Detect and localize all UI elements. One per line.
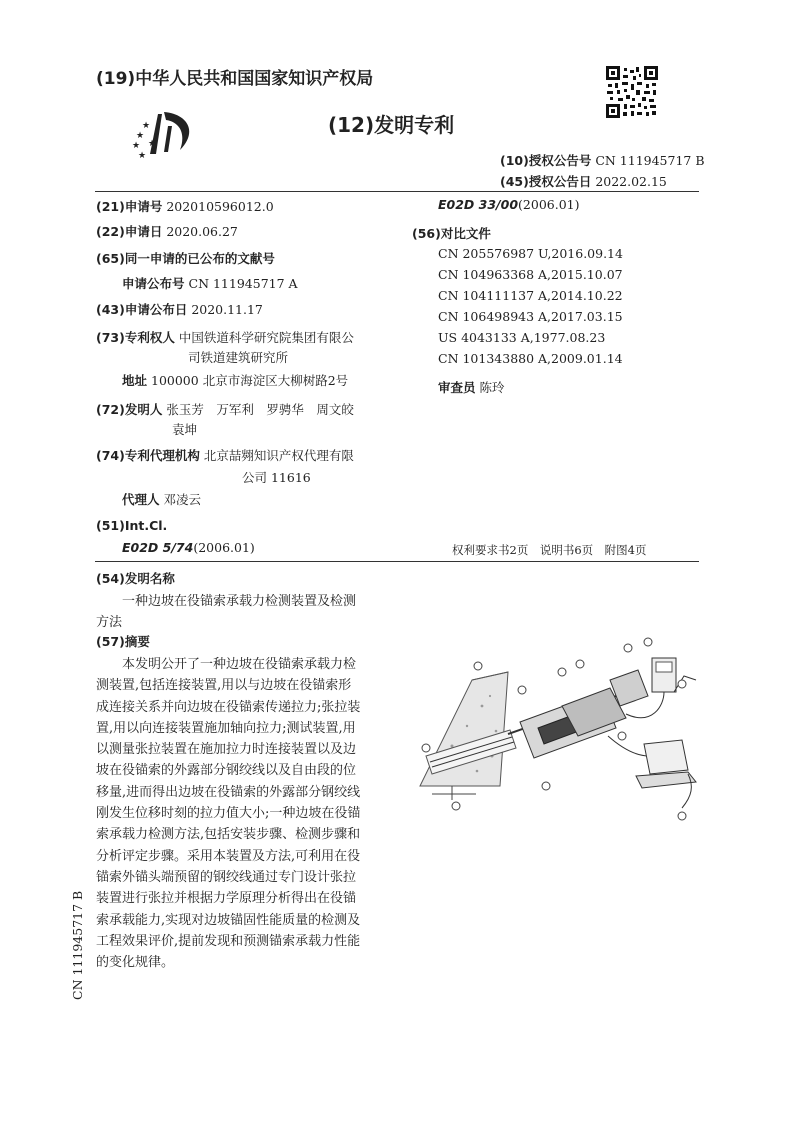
address: 100000 北京市海淀区大柳树路2号	[151, 373, 349, 388]
qr-code	[606, 66, 658, 118]
agent-label: 代理人	[122, 492, 160, 507]
abstract-line: 测装置,包括连接装置,用以与边坡在役锚索形	[96, 678, 352, 694]
publication-date: 2020.11.17	[191, 302, 263, 317]
inventor-label: (72)发明人	[96, 402, 163, 417]
svg-text:★: ★	[142, 121, 151, 131]
abstract-line: 坡在役锚索的外露部分钢绞线以及自由段的位	[96, 763, 357, 779]
abstract-line: 索承载能力,实现对边坡锚固性能质量的检测及	[96, 912, 361, 928]
abstract-line: 置,用以向连接装置施加轴向拉力;测试装置,用	[96, 720, 356, 736]
patentee-line-2: 司铁道建筑研究所	[188, 350, 289, 365]
abstract-line: 成连接关系并向边坡在役锚索传递拉力;张拉装	[96, 699, 361, 715]
invention-title-line-1: 一种边坡在役锚索承载力检测装置及检测	[122, 594, 357, 609]
agency-line-1: 北京喆翙知识产权代理有限	[203, 448, 354, 463]
grant-date: 2022.02.15	[595, 174, 667, 189]
abstract-text	[96, 654, 388, 973]
svg-text:★: ★	[138, 151, 147, 161]
ipc2-year: (2006.01)	[518, 197, 580, 212]
patentee-line-1: 中国铁道科学研究院集团有限公	[178, 330, 354, 345]
abstract-line: 工程效果评价,提前发现和预测锚索承载力性能	[96, 933, 361, 949]
reference-item: CN 104111137 A,2014.10.22	[438, 288, 623, 303]
grant-date-label: (45)授权公告日	[500, 174, 592, 189]
cnipa-logo	[128, 106, 206, 164]
inventors-line-1: 张玉芳 万军利 罗骋华 周文皎	[166, 402, 354, 417]
examiner-name: 陈玲	[479, 380, 505, 395]
inventors-line-2: 袁坤	[172, 422, 198, 437]
title-label: (54)发明名称	[96, 571, 175, 586]
abstract-line: 锚索外锚头端预留的钢绞线通过专门设计张拉	[96, 869, 357, 885]
abstract-label: (57)摘要	[96, 634, 150, 649]
application-date: 2020.06.27	[166, 224, 238, 239]
side-document-number: CN 111945717 B	[70, 890, 85, 1000]
agency-label: (74)专利代理机构	[96, 448, 200, 463]
abstract-figure	[412, 636, 702, 822]
application-number-label: (21)申请号	[96, 199, 163, 214]
patentee-label: (73)专利权人	[96, 330, 175, 345]
header-divider	[95, 191, 699, 192]
invention-title-line-2: 方法	[96, 615, 123, 630]
examiner-label: 审查员	[438, 380, 476, 395]
reference-item: CN 106498943 A,2017.03.15	[438, 309, 623, 324]
abstract-line: 装置进行张拉并根据力学原理分析得出在役锚	[96, 891, 357, 907]
ipc-year: (2006.01)	[193, 540, 255, 555]
abstract-line: 以测量张拉装置在施加拉力时连接装置以及边	[96, 742, 357, 758]
svg-text:★: ★	[148, 139, 157, 149]
abstract-line: 移量,进而得出边坡在役锚索的外露部分钢绞线	[96, 784, 361, 800]
reference-item: CN 205576987 U,2016.09.14	[438, 246, 623, 261]
agent-name: 邓凌云	[163, 492, 202, 507]
publication-number: CN 111945717 A	[188, 276, 298, 291]
document-type: (12)发明专利	[328, 113, 455, 137]
address-label: 地址	[122, 373, 148, 388]
publication-number-label: 申请公布号	[122, 276, 185, 291]
svg-text:★: ★	[136, 131, 145, 141]
abstract-line: 刚发生位移时刻的拉力值大小;一种边坡在役锚	[96, 806, 361, 822]
prior-publication-label: (65)同一申请的已公布的文献号	[96, 251, 275, 266]
application-number: 202010596012.0	[166, 199, 274, 214]
pages-info: 权利要求书2页 说明书6页 附图4页	[452, 543, 647, 557]
abstract-line: 的变化规律。	[96, 955, 175, 971]
section-divider	[95, 561, 699, 562]
publication-date-label: (43)申请公布日	[96, 302, 188, 317]
ipc-code: E02D 5/74	[122, 540, 194, 555]
office-name: (19)中华人民共和国国家知识产权局	[96, 69, 374, 89]
grant-number-label: (10)授权公告号	[500, 153, 592, 168]
references-label: (56)对比文件	[412, 226, 491, 241]
abstract-line: 分析评定步骤。采用本装置及方法,可利用在役	[96, 848, 361, 864]
reference-item: CN 104963368 A,2015.10.07	[438, 267, 623, 282]
abstract-line: 索承载力检测方法,包括安装步骤、检测步骤和	[96, 827, 361, 843]
reference-item: CN 101343880 A,2009.01.14	[438, 351, 623, 366]
abstract-line: 本发明公开了一种边坡在役锚索承载力检	[122, 657, 357, 672]
ipc2-code: E02D 33/00	[438, 197, 519, 212]
reference-item: US 4043133 A,1977.08.23	[438, 330, 606, 345]
agency-line-2: 公司 11616	[242, 470, 311, 485]
svg-text:★: ★	[132, 141, 141, 151]
ipc-label: (51)Int.Cl.	[96, 518, 168, 533]
grant-number: CN 111945717 B	[595, 153, 705, 168]
application-date-label: (22)申请日	[96, 224, 163, 239]
